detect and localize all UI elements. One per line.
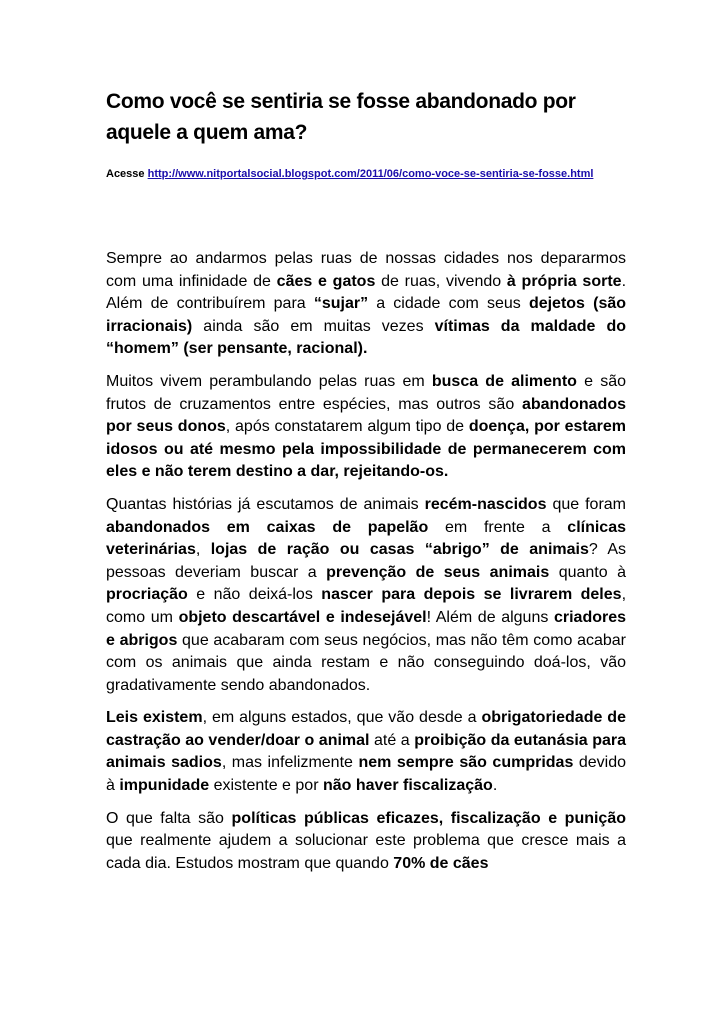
bold-text: dejetos (são irracionais) — [106, 295, 627, 335]
text-run: ? As pessoas deveriam buscar a — [106, 541, 626, 581]
acesse-label: Acesse — [106, 168, 145, 180]
text-run: O que falta são — [106, 809, 232, 827]
article-paragraph — [106, 494, 626, 697]
text-run: . — [492, 777, 498, 795]
bold-text: vítimas da maldade do “homem” (ser pensante, racional). — [106, 317, 627, 358]
bold-text: clínicas veterinárias — [106, 518, 626, 559]
bold-text: doença, por estarem idosos ou até mesmo pela impossibilidade de permanecerem com eles e não terem destino a dar, rejeitando-os. — [106, 418, 626, 481]
bold-text: impunidade — [119, 777, 210, 795]
text-run: ainda são em muitas vezes — [192, 317, 435, 335]
bold-text: abandonados em caixas de papelão — [106, 518, 429, 536]
text-run: que acabaram com seus negócios, mas não têm como acabar com os animais que ainda restam e não conseguindo doá-los, vão gradativamente sendo abandonados. — [106, 631, 626, 694]
article-paragraph — [106, 808, 626, 876]
bold-text: à própria sorte — [506, 272, 622, 290]
text-run: devido à — [106, 754, 627, 795]
text-run: a cidade com seus — [368, 295, 529, 313]
bold-text: prevenção de seus animais — [326, 563, 550, 581]
text-run: , após constatarem algum tipo de — [225, 418, 469, 436]
bold-text: abandonados por seus donos — [106, 395, 626, 436]
bold-text: cães e gatos — [276, 272, 376, 290]
bold-text: recém-nascidos — [424, 495, 547, 513]
text-run: e são frutos de cruzamentos entre espécies, mas outros são — [106, 372, 626, 413]
text-run: e não deixá-los — [187, 586, 322, 604]
bold-text: busca de alimento — [431, 372, 577, 390]
bold-text: 70% de cães — [393, 854, 489, 872]
text-run: , — [195, 541, 211, 559]
bold-text: proibição da eutanásia para animais sadios — [106, 731, 627, 772]
article-body — [106, 248, 626, 885]
bold-text: nem sempre são cumpridas — [358, 754, 574, 772]
text-run: em frente a — [428, 518, 568, 536]
text-run: Muitos vivem perambulando pelas ruas em — [106, 372, 432, 390]
text-run: existente e por — [209, 777, 323, 795]
bold-text: políticas públicas eficazes, fiscalização e punição — [231, 809, 627, 827]
source-link[interactable]: http://www.nitportalsocial.blogspot.com/2011/06/como-voce-se-sentiria-se-fosse.html — [147, 168, 594, 180]
text-run: , em alguns estados, que vão desde a — [202, 709, 482, 727]
bold-text: criadores e abrigos — [106, 608, 627, 649]
text-run: que realmente ajudem a solucionar este problema que cresce mais a cada dia. Estudos mostram que quando — [106, 832, 626, 872]
text-run: , como um — [106, 586, 627, 626]
bold-text: não haver fiscalização — [322, 777, 493, 795]
text-run: Quantas histórias já escutamos de animais — [106, 495, 425, 513]
article-paragraph — [106, 371, 626, 484]
article-paragraph — [106, 248, 626, 361]
text-run: . Além de contribuírem para — [106, 272, 627, 313]
text-run: Sempre ao andarmos pelas ruas de nossas cidades nos depararmos com uma infinidade de — [106, 250, 626, 290]
text-run: , mas infelizmente — [221, 754, 359, 772]
article-paragraph — [106, 707, 626, 797]
text-run: quanto à — [549, 563, 626, 581]
bold-text: nascer para depois se livrarem deles — [321, 586, 622, 604]
bold-text: Leis existem — [106, 709, 203, 727]
page-title: Como você se sentiria se fosse abandonado por aquele a quem ama? — [106, 90, 576, 144]
text-run: ! Além de alguns — [426, 608, 554, 626]
source-line — [106, 163, 626, 185]
text-run: de ruas, vivendo — [375, 272, 507, 290]
bold-text: objeto descartável e indesejável — [178, 608, 427, 626]
bold-text: obrigatoriedade de castração ao vender/doar o animal — [106, 709, 626, 749]
bold-text: lojas de ração ou casas “abrigo” de animais — [210, 541, 589, 559]
bold-text: procriação — [106, 586, 188, 604]
bold-text: “sujar” — [313, 295, 369, 313]
text-run: que foram — [546, 495, 626, 513]
text-run: até a — [369, 731, 415, 749]
